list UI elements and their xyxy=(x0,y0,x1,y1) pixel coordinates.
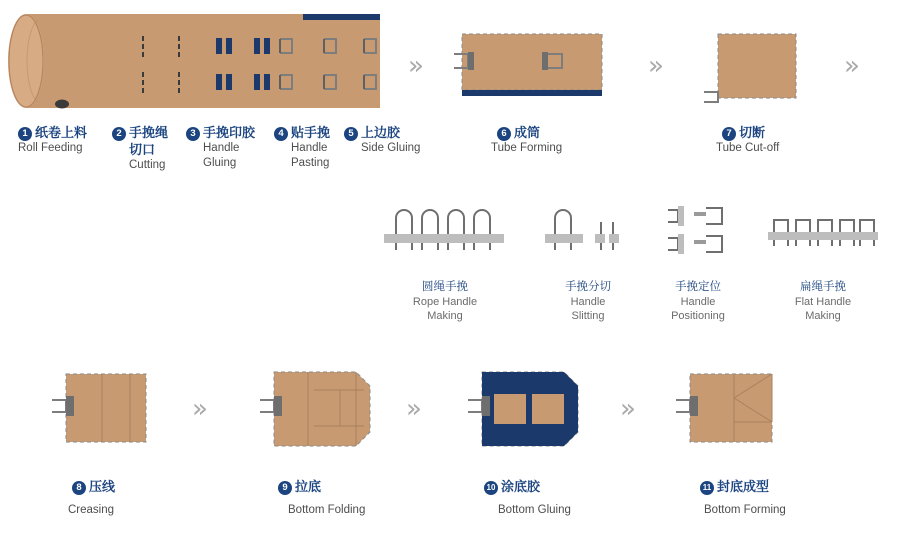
step-label-10: 10 涂底胶 Bottom Gluing xyxy=(484,478,571,518)
step-label-3: 3 手挽印胶 Handle Gluing xyxy=(186,124,255,171)
flow-arrow-3: » xyxy=(844,51,860,81)
step-label-7: 7 切断 Tube Cut-off xyxy=(716,125,780,154)
sub-label-handle-positioning: 手挽定位 Handle Positioning xyxy=(671,281,725,322)
step-number-4: 4 xyxy=(274,127,288,141)
sub-label-rope-handle-making: 圆绳手挽 Rope Handle Making xyxy=(412,281,478,322)
step-number-10: 10 xyxy=(484,481,498,495)
flow-arrow-6: » xyxy=(620,394,636,424)
bottom-gluing-illustration xyxy=(460,368,590,452)
handle-positioning-illustration xyxy=(660,204,740,260)
step-label-1: 1 纸卷上料 Roll Feeding xyxy=(18,125,88,154)
handle-slitting-illustration xyxy=(543,206,633,258)
bottom-folding-illustration xyxy=(252,368,382,452)
step-number-2: 2 xyxy=(112,127,126,141)
flat-handle-making-illustration xyxy=(768,212,878,254)
step-number-8: 8 xyxy=(72,481,86,495)
flow-arrow-4: » xyxy=(192,394,208,424)
sub-label-flat-handle-making: 扁绳手挽 Flat Handle Making xyxy=(794,281,852,322)
tube-cutoff-illustration xyxy=(696,26,806,106)
step-number-11: 11 xyxy=(700,481,714,495)
creasing-illustration xyxy=(44,370,164,450)
step-label-6: 6 成筒 Tube Forming xyxy=(491,125,563,154)
tube-forming-illustration xyxy=(452,30,612,100)
step-label-11: 11 封底成型 Bottom Forming xyxy=(700,478,786,518)
flow-arrow-5: » xyxy=(406,394,422,424)
step-number-7: 7 xyxy=(722,127,736,141)
step-label-9: 9 拉底 Bottom Folding xyxy=(278,478,365,518)
rope-handle-making-illustration xyxy=(382,206,507,258)
bottom-forming-illustration xyxy=(668,370,798,450)
step-label-8: 8 压线 Creasing xyxy=(68,479,116,516)
sub-label-handle-slitting: 手挽分切 Handle Slitting xyxy=(565,281,611,322)
flow-arrow-2: » xyxy=(648,51,664,81)
step-label-2: 2 手挽绳 切口 Cutting xyxy=(112,124,168,173)
step-number-3: 3 xyxy=(186,127,200,141)
step-number-9: 9 xyxy=(278,481,292,495)
step-number-1: 1 xyxy=(18,127,32,141)
step-number-5: 5 xyxy=(344,127,358,141)
step-label-4: 4 贴手挽 Handle Pasting xyxy=(274,124,330,171)
step-label-5: 5 上边胶 Side Gluing xyxy=(344,124,420,156)
step-number-6: 6 xyxy=(497,127,511,141)
flow-arrow-1: » xyxy=(408,51,424,81)
roll-feeding-illustration xyxy=(18,6,388,116)
